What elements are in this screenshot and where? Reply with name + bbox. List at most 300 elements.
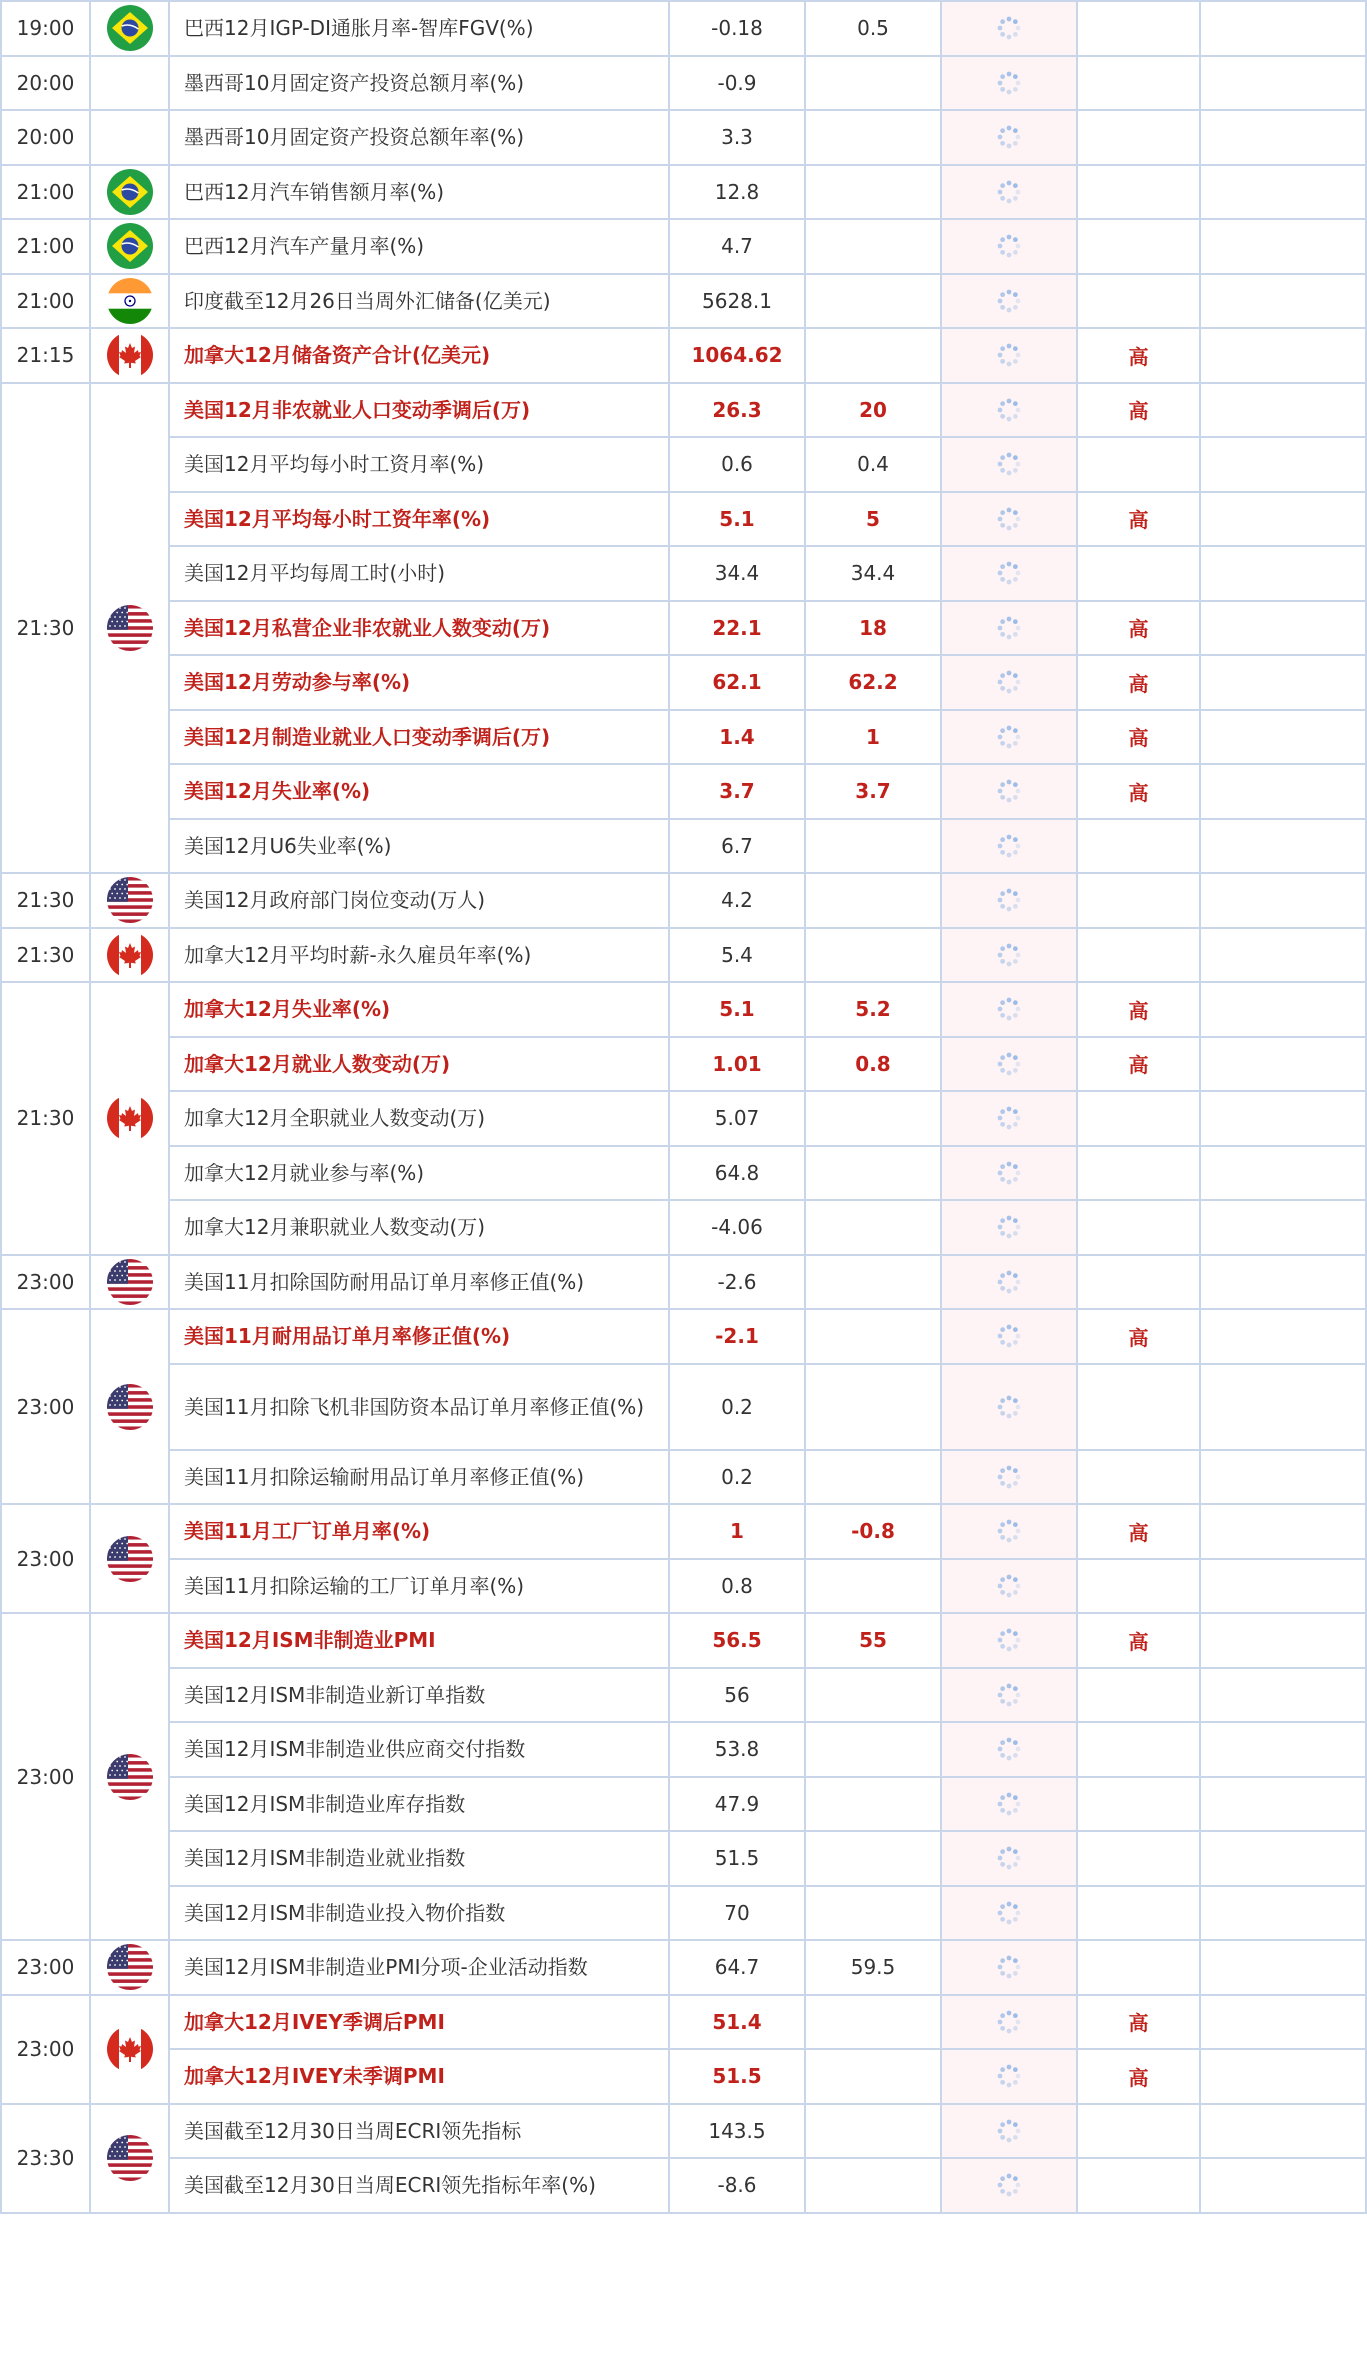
forecast-value: 62.2 — [805, 655, 941, 710]
brazil-flag-icon — [107, 223, 153, 269]
country-flag-cell — [90, 1309, 169, 1504]
extra-cell — [1200, 1777, 1366, 1832]
loading-spinner-icon — [995, 396, 1023, 424]
previous-value: 4.7 — [669, 219, 805, 274]
event-time: 23:00 — [1, 1255, 90, 1310]
importance-label — [1077, 1, 1200, 56]
event-name[interactable]: 巴西12月汽车产量月率(%) — [169, 219, 669, 274]
previous-value: 51.5 — [669, 1831, 805, 1886]
importance-label — [1077, 1146, 1200, 1201]
forecast-value: 5.2 — [805, 982, 941, 1037]
loading-spinner-icon — [995, 1104, 1023, 1132]
event-name[interactable]: 美国12月政府部门岗位变动(万人) — [169, 873, 669, 928]
extra-cell — [1200, 1995, 1366, 2050]
loading-spinner-icon — [995, 450, 1023, 478]
country-flag-cell — [90, 982, 169, 1255]
brazil-flag-icon — [107, 5, 153, 51]
importance-label: 高 — [1077, 601, 1200, 656]
extra-cell — [1200, 1364, 1366, 1450]
event-row[interactable] — [1, 819, 1366, 874]
event-row[interactable] — [1, 601, 1366, 656]
loading-spinner-icon — [995, 341, 1023, 369]
event-row[interactable] — [1, 1450, 1366, 1505]
importance-label — [1077, 1831, 1200, 1886]
importance-label: 高 — [1077, 328, 1200, 383]
loading-spinner-icon — [995, 178, 1023, 206]
previous-value: 5628.1 — [669, 274, 805, 329]
loading-spinner-icon — [995, 1517, 1023, 1545]
event-name[interactable]: 美国11月扣除飞机非国防资本品订单月率修正值(%) — [169, 1364, 669, 1450]
importance-label: 高 — [1077, 710, 1200, 765]
extra-cell — [1200, 1613, 1366, 1668]
canada-flag-icon — [107, 2026, 153, 2072]
importance-label: 高 — [1077, 764, 1200, 819]
actual-value-cell — [941, 1777, 1077, 1832]
previous-value: 62.1 — [669, 655, 805, 710]
forecast-value — [805, 328, 941, 383]
event-row[interactable] — [1, 1146, 1366, 1201]
actual-value-cell — [941, 1504, 1077, 1559]
forecast-value — [805, 873, 941, 928]
forecast-value — [805, 110, 941, 165]
actual-value-cell — [941, 492, 1077, 547]
actual-value-cell — [941, 1668, 1077, 1723]
event-row[interactable] — [1, 492, 1366, 547]
event-name[interactable]: 加拿大12月兼职就业人数变动(万) — [169, 1200, 669, 1255]
country-flag-cell — [90, 1613, 169, 1940]
actual-value-cell — [941, 437, 1077, 492]
event-name[interactable]: 美国12月U6失业率(%) — [169, 819, 669, 874]
importance-label — [1077, 437, 1200, 492]
importance-label — [1077, 1668, 1200, 1723]
loading-spinner-icon — [995, 2117, 1023, 2145]
country-flag-cell — [90, 2104, 169, 2213]
previous-value: 5.1 — [669, 982, 805, 1037]
forecast-value: 34.4 — [805, 546, 941, 601]
event-name[interactable]: 美国截至12月30日当周ECRI领先指标 — [169, 2104, 669, 2159]
loading-spinner-icon — [995, 1159, 1023, 1187]
actual-value-cell — [941, 328, 1077, 383]
actual-value-cell — [941, 1309, 1077, 1364]
extra-cell — [1200, 655, 1366, 710]
country-flag-cell — [90, 56, 169, 111]
event-row[interactable] — [1, 1364, 1366, 1450]
event-time: 21:15 — [1, 328, 90, 383]
actual-value-cell — [941, 601, 1077, 656]
actual-value-cell — [941, 2049, 1077, 2104]
event-time: 23:00 — [1, 1940, 90, 1995]
actual-value-cell — [941, 110, 1077, 165]
event-name[interactable]: 加拿大12月全职就业人数变动(万) — [169, 1091, 669, 1146]
forecast-value: -0.8 — [805, 1504, 941, 1559]
forecast-value — [805, 928, 941, 983]
loading-spinner-icon — [995, 668, 1023, 696]
actual-value-cell — [941, 1200, 1077, 1255]
loading-spinner-icon — [995, 2171, 1023, 2199]
usa-flag-icon — [107, 1944, 153, 1990]
event-row[interactable] — [1, 1, 1366, 56]
event-name[interactable]: 加拿大12月IVEY未季调PMI — [169, 2049, 669, 2104]
forecast-value: 3.7 — [805, 764, 941, 819]
event-time: 23:30 — [1, 2104, 90, 2213]
event-row[interactable] — [1, 1613, 1366, 1668]
event-time: 23:00 — [1, 1504, 90, 1613]
extra-cell — [1200, 1559, 1366, 1614]
event-row[interactable] — [1, 165, 1366, 220]
actual-value-cell — [941, 1255, 1077, 1310]
extra-cell — [1200, 928, 1366, 983]
event-time: 21:00 — [1, 274, 90, 329]
loading-spinner-icon — [995, 2062, 1023, 2090]
event-name[interactable]: 巴西12月IGP-DI通胀月率-智库FGV(%) — [169, 1, 669, 56]
forecast-value: 1 — [805, 710, 941, 765]
loading-spinner-icon — [995, 123, 1023, 151]
event-row[interactable] — [1, 1091, 1366, 1146]
country-flag-cell — [90, 873, 169, 928]
actual-value-cell — [941, 1364, 1077, 1450]
event-row[interactable] — [1, 710, 1366, 765]
importance-label — [1077, 1886, 1200, 1941]
forecast-value: 0.5 — [805, 1, 941, 56]
event-row[interactable] — [1, 873, 1366, 928]
previous-value: 1 — [669, 1504, 805, 1559]
country-flag-cell — [90, 165, 169, 220]
previous-value: 64.7 — [669, 1940, 805, 1995]
event-name[interactable]: 美国12月ISM非制造业PMI分项-企业活动指数 — [169, 1940, 669, 1995]
importance-label — [1077, 1559, 1200, 1614]
usa-flag-icon — [107, 1754, 153, 1800]
event-row[interactable] — [1, 110, 1366, 165]
loading-spinner-icon — [995, 832, 1023, 860]
canada-flag-icon — [107, 1095, 153, 1141]
extra-cell — [1200, 274, 1366, 329]
actual-value-cell — [941, 655, 1077, 710]
country-flag-cell — [90, 928, 169, 983]
actual-value-cell — [941, 982, 1077, 1037]
event-row[interactable] — [1, 56, 1366, 111]
event-name[interactable]: 美国截至12月30日当周ECRI领先指标年率(%) — [169, 2158, 669, 2213]
forecast-value — [805, 1450, 941, 1505]
event-name[interactable]: 美国12月ISM非制造业PMI — [169, 1613, 669, 1668]
loading-spinner-icon — [995, 1953, 1023, 1981]
forecast-value — [805, 2158, 941, 2213]
country-flag-cell — [90, 274, 169, 329]
importance-label: 高 — [1077, 1995, 1200, 2050]
actual-value-cell — [941, 1722, 1077, 1777]
extra-cell — [1200, 1831, 1366, 1886]
extra-cell — [1200, 437, 1366, 492]
event-name[interactable]: 墨西哥10月固定资产投资总额年率(%) — [169, 110, 669, 165]
event-name[interactable]: 加拿大12月平均时薪-永久雇员年率(%) — [169, 928, 669, 983]
event-name[interactable]: 印度截至12月26日当周外汇储备(亿美元) — [169, 274, 669, 329]
event-time: 21:00 — [1, 219, 90, 274]
event-row[interactable] — [1, 1200, 1366, 1255]
event-name[interactable]: 美国12月非农就业人口变动季调后(万) — [169, 383, 669, 438]
importance-label — [1077, 1777, 1200, 1832]
forecast-value — [805, 1309, 941, 1364]
importance-label — [1077, 1091, 1200, 1146]
event-row[interactable] — [1, 2049, 1366, 2104]
event-row[interactable] — [1, 383, 1366, 438]
loading-spinner-icon — [995, 1626, 1023, 1654]
event-name[interactable]: 美国11月耐用品订单月率修正值(%) — [169, 1309, 669, 1364]
country-flag-cell — [90, 328, 169, 383]
event-row[interactable] — [1, 546, 1366, 601]
event-name[interactable]: 美国12月劳动参与率(%) — [169, 655, 669, 710]
event-time: 21:30 — [1, 982, 90, 1255]
event-row[interactable] — [1, 1831, 1366, 1886]
event-name[interactable]: 加拿大12月就业人数变动(万) — [169, 1037, 669, 1092]
previous-value: 5.07 — [669, 1091, 805, 1146]
extra-cell — [1200, 1668, 1366, 1723]
previous-value: 1064.62 — [669, 328, 805, 383]
event-time: 21:30 — [1, 383, 90, 874]
previous-value: 1.01 — [669, 1037, 805, 1092]
event-name[interactable]: 美国12月制造业就业人口变动季调后(万) — [169, 710, 669, 765]
event-row[interactable] — [1, 1668, 1366, 1723]
loading-spinner-icon — [995, 559, 1023, 587]
event-row[interactable] — [1, 1722, 1366, 1777]
loading-spinner-icon — [995, 1735, 1023, 1763]
forecast-value — [805, 1559, 941, 1614]
importance-label — [1077, 274, 1200, 329]
usa-flag-icon — [107, 877, 153, 923]
forecast-value: 18 — [805, 601, 941, 656]
loading-spinner-icon — [995, 2008, 1023, 2036]
importance-label — [1077, 1364, 1200, 1450]
canada-flag-icon — [107, 932, 153, 978]
event-name[interactable]: 美国12月平均每小时工资年率(%) — [169, 492, 669, 547]
forecast-value — [805, 1886, 941, 1941]
country-flag-cell — [90, 1995, 169, 2104]
event-row[interactable] — [1, 1037, 1366, 1092]
extra-cell — [1200, 492, 1366, 547]
event-row[interactable] — [1, 1309, 1366, 1364]
event-name[interactable]: 美国12月ISM非制造业库存指数 — [169, 1777, 669, 1832]
previous-value: -4.06 — [669, 1200, 805, 1255]
extra-cell — [1200, 982, 1366, 1037]
extra-cell — [1200, 2158, 1366, 2213]
forecast-value: 0.8 — [805, 1037, 941, 1092]
actual-value-cell — [941, 274, 1077, 329]
extra-cell — [1200, 383, 1366, 438]
previous-value: 0.6 — [669, 437, 805, 492]
extra-cell — [1200, 1146, 1366, 1201]
extra-cell — [1200, 1091, 1366, 1146]
actual-value-cell — [941, 546, 1077, 601]
forecast-value — [805, 1777, 941, 1832]
actual-value-cell — [941, 1886, 1077, 1941]
actual-value-cell — [941, 1450, 1077, 1505]
loading-spinner-icon — [995, 1899, 1023, 1927]
event-row[interactable] — [1, 1995, 1366, 2050]
country-flag-cell — [90, 219, 169, 274]
actual-value-cell — [941, 710, 1077, 765]
event-name[interactable]: 加拿大12月就业参与率(%) — [169, 1146, 669, 1201]
actual-value-cell — [941, 928, 1077, 983]
event-time: 23:00 — [1, 1309, 90, 1504]
extra-cell — [1200, 1886, 1366, 1941]
event-row[interactable] — [1, 437, 1366, 492]
importance-label: 高 — [1077, 1037, 1200, 1092]
importance-label: 高 — [1077, 655, 1200, 710]
event-time: 23:00 — [1, 1613, 90, 1940]
extra-cell — [1200, 1255, 1366, 1310]
event-row[interactable] — [1, 1940, 1366, 1995]
actual-value-cell — [941, 1091, 1077, 1146]
extra-cell — [1200, 819, 1366, 874]
previous-value: 70 — [669, 1886, 805, 1941]
event-time: 21:00 — [1, 165, 90, 220]
actual-value-cell — [941, 2158, 1077, 2213]
previous-value: 6.7 — [669, 819, 805, 874]
importance-label — [1077, 1722, 1200, 1777]
importance-label: 高 — [1077, 492, 1200, 547]
importance-label — [1077, 819, 1200, 874]
event-name[interactable]: 美国11月扣除运输的工厂订单月率(%) — [169, 1559, 669, 1614]
event-name[interactable]: 加拿大12月储备资产合计(亿美元) — [169, 328, 669, 383]
event-name[interactable]: 美国12月私营企业非农就业人数变动(万) — [169, 601, 669, 656]
event-row[interactable] — [1, 1504, 1366, 1559]
event-row[interactable] — [1, 764, 1366, 819]
usa-flag-icon — [107, 2135, 153, 2181]
forecast-value — [805, 1722, 941, 1777]
loading-spinner-icon — [995, 723, 1023, 751]
importance-label — [1077, 219, 1200, 274]
importance-label — [1077, 928, 1200, 983]
event-row[interactable] — [1, 982, 1366, 1037]
previous-value: 56 — [669, 1668, 805, 1723]
loading-spinner-icon — [995, 1268, 1023, 1296]
event-name[interactable]: 加拿大12月失业率(%) — [169, 982, 669, 1037]
loading-spinner-icon — [995, 1213, 1023, 1241]
event-row[interactable] — [1, 1255, 1366, 1310]
extra-cell — [1200, 601, 1366, 656]
loading-spinner-icon — [995, 1050, 1023, 1078]
country-flag-cell — [90, 1255, 169, 1310]
extra-cell — [1200, 56, 1366, 111]
canada-flag-icon — [107, 332, 153, 378]
previous-value: 64.8 — [669, 1146, 805, 1201]
importance-label — [1077, 165, 1200, 220]
importance-label: 高 — [1077, 982, 1200, 1037]
usa-flag-icon — [107, 1259, 153, 1305]
previous-value: 3.3 — [669, 110, 805, 165]
event-time: 19:00 — [1, 1, 90, 56]
forecast-value — [805, 1091, 941, 1146]
extra-cell — [1200, 710, 1366, 765]
previous-value: -8.6 — [669, 2158, 805, 2213]
event-name[interactable]: 美国12月平均每小时工资月率(%) — [169, 437, 669, 492]
extra-cell — [1200, 328, 1366, 383]
previous-value: 4.2 — [669, 873, 805, 928]
event-name[interactable]: 美国11月工厂订单月率(%) — [169, 1504, 669, 1559]
event-time: 21:30 — [1, 873, 90, 928]
importance-label: 高 — [1077, 383, 1200, 438]
extra-cell — [1200, 1037, 1366, 1092]
event-row[interactable] — [1, 1559, 1366, 1614]
actual-value-cell — [941, 219, 1077, 274]
importance-label — [1077, 56, 1200, 111]
usa-flag-icon — [107, 1536, 153, 1582]
event-name[interactable]: 美国12月ISM非制造业新订单指数 — [169, 1668, 669, 1723]
event-row[interactable] — [1, 219, 1366, 274]
event-row[interactable] — [1, 274, 1366, 329]
actual-value-cell — [941, 1559, 1077, 1614]
extra-cell — [1200, 873, 1366, 928]
event-name[interactable]: 美国12月ISM非制造业就业指数 — [169, 1831, 669, 1886]
previous-value: 51.4 — [669, 1995, 805, 2050]
forecast-value — [805, 1146, 941, 1201]
forecast-value: 20 — [805, 383, 941, 438]
event-row[interactable] — [1, 2104, 1366, 2159]
event-name[interactable]: 美国12月ISM非制造业投入物价指数 — [169, 1886, 669, 1941]
actual-value-cell — [941, 2104, 1077, 2159]
extra-cell — [1200, 1504, 1366, 1559]
forecast-value: 5 — [805, 492, 941, 547]
forecast-value — [805, 274, 941, 329]
previous-value: 0.8 — [669, 1559, 805, 1614]
extra-cell — [1200, 2104, 1366, 2159]
extra-cell — [1200, 1722, 1366, 1777]
previous-value: 53.8 — [669, 1722, 805, 1777]
event-name[interactable]: 美国11月扣除运输耐用品订单月率修正值(%) — [169, 1450, 669, 1505]
event-time: 20:00 — [1, 110, 90, 165]
importance-label — [1077, 873, 1200, 928]
country-flag-cell — [90, 1940, 169, 1995]
loading-spinner-icon — [995, 69, 1023, 97]
loading-spinner-icon — [995, 614, 1023, 642]
actual-value-cell — [941, 873, 1077, 928]
loading-spinner-icon — [995, 1322, 1023, 1350]
importance-label — [1077, 1940, 1200, 1995]
event-name[interactable]: 巴西12月汽车销售额月率(%) — [169, 165, 669, 220]
loading-spinner-icon — [995, 1463, 1023, 1491]
event-row[interactable] — [1, 928, 1366, 983]
event-name[interactable]: 美国12月失业率(%) — [169, 764, 669, 819]
forecast-value: 55 — [805, 1613, 941, 1668]
forecast-value — [805, 1668, 941, 1723]
event-name[interactable]: 美国12月平均每周工时(小时) — [169, 546, 669, 601]
event-row[interactable] — [1, 1886, 1366, 1941]
previous-value: 26.3 — [669, 383, 805, 438]
loading-spinner-icon — [995, 505, 1023, 533]
event-row[interactable] — [1, 2158, 1366, 2213]
event-row[interactable] — [1, 328, 1366, 383]
event-name[interactable]: 美国12月ISM非制造业供应商交付指数 — [169, 1722, 669, 1777]
india-flag-icon — [107, 278, 153, 324]
previous-value: 5.1 — [669, 492, 805, 547]
actual-value-cell — [941, 819, 1077, 874]
extra-cell — [1200, 1309, 1366, 1364]
event-name[interactable]: 墨西哥10月固定资产投资总额月率(%) — [169, 56, 669, 111]
forecast-value — [805, 2104, 941, 2159]
event-row[interactable] — [1, 655, 1366, 710]
forecast-value — [805, 219, 941, 274]
previous-value: 0.2 — [669, 1450, 805, 1505]
event-time: 20:00 — [1, 56, 90, 111]
previous-value: 143.5 — [669, 2104, 805, 2159]
importance-label: 高 — [1077, 2049, 1200, 2104]
country-flag-cell — [90, 110, 169, 165]
event-row[interactable] — [1, 1777, 1366, 1832]
event-name[interactable]: 美国11月扣除国防耐用品订单月率修正值(%) — [169, 1255, 669, 1310]
event-time: 23:00 — [1, 1995, 90, 2104]
loading-spinner-icon — [995, 941, 1023, 969]
loading-spinner-icon — [995, 1844, 1023, 1872]
actual-value-cell — [941, 764, 1077, 819]
event-name[interactable]: 加拿大12月IVEY季调后PMI — [169, 1995, 669, 2050]
